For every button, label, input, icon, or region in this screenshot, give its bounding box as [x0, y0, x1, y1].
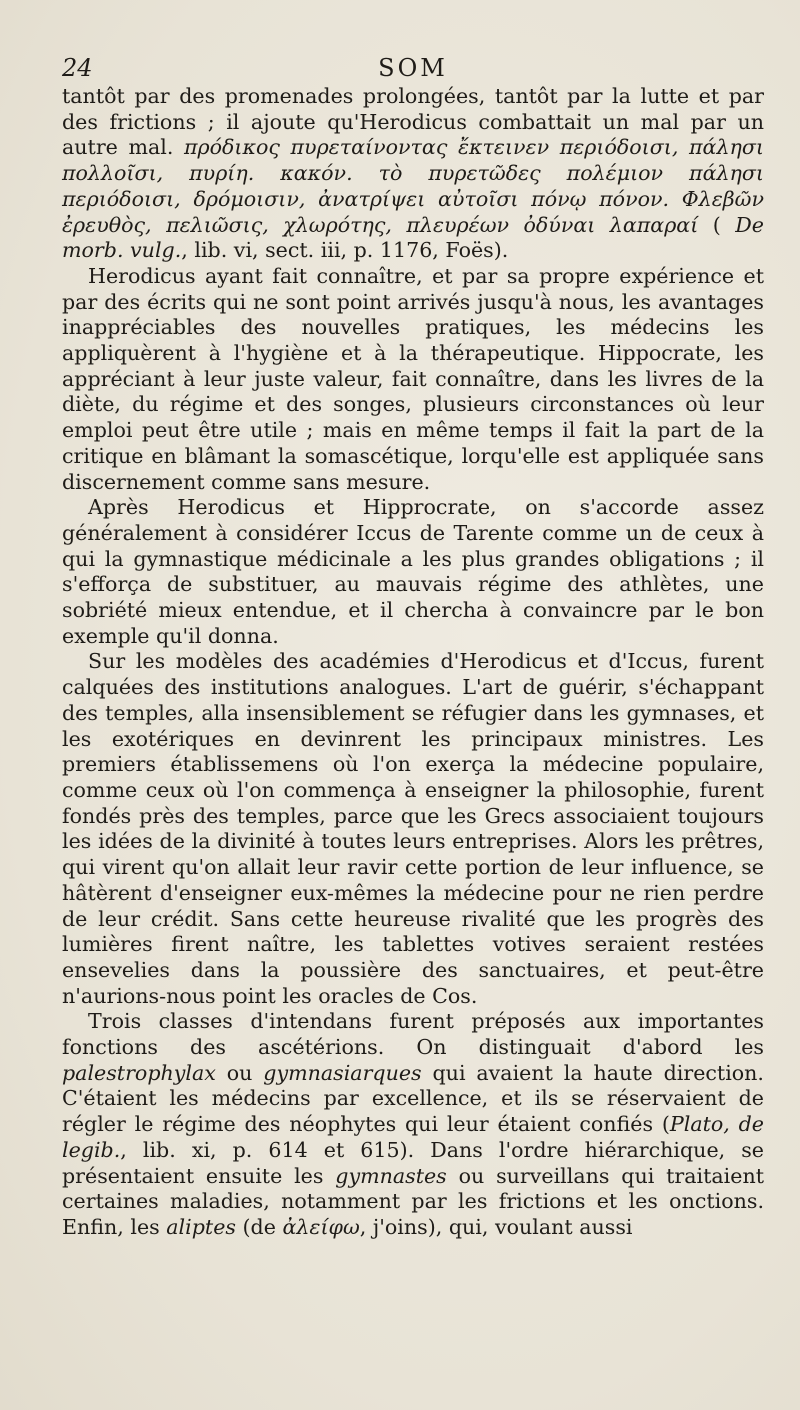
italic-text: ἀλείφω	[282, 1214, 360, 1239]
text-run: Herodicus ayant fait connaître, et par sa propre expérience et par des écrits qui ne sont point arrivés jusqu'à nous, les avantages inappréciables des nouvelles pratiques, les médecins les appliquèrent à l'hygiène et à la thérapeutique. Hippocrate, les appréciant à leur juste valeur, fait connaître, dans les livres de la diète, du régime et des songes, plusieurs circonstances où leur emploi peut être utile ; mais en même temps il fait la part de la critique en blâmant la somascétique, lorqu'elle est appliquée sans discernement comme sans mesure.	[62, 263, 764, 494]
italic-text: gymnasiarques	[263, 1060, 422, 1085]
page-header	[62, 48, 764, 84]
text-run: Après Herodicus et Hipprocrate, on s'accorde assez généralement à considérer Iccus de Tarente comme un de ceux à qui la gymnastique médicinale a les plus grandes obligations ; il s'efforça de substituer, au mauvais régime des athlètes, une sobriété mieux entendue, et il chercha à convaincre par le bon exemple qu'il donna.	[62, 495, 764, 648]
body-text	[62, 84, 764, 1241]
italic-text: gymnastes	[335, 1163, 447, 1188]
running-head: SOM	[378, 54, 448, 82]
text-run: tantôt par des promenades prolongées, tantôt par la lutte et par des frictions ; il ajoute qu'Herodicus combattait un mal par un autre mal.	[62, 84, 764, 160]
italic-text: palestrophylax	[62, 1060, 216, 1085]
text-run: (	[698, 212, 736, 237]
paragraph	[62, 649, 764, 1009]
text-run: Trois classes d'intendans furent préposés aux importantes fonctions des ascétérions. On distinguait d'abord les	[62, 1009, 764, 1060]
page-number: 24	[62, 54, 93, 82]
italic-text: De morb. vulg.	[62, 212, 764, 263]
paragraph	[62, 84, 764, 264]
text-run: Sur les modèles des académies d'Herodicus et d'Iccus, furent calquées des institutions analogues. L'art de guérir, s'échappant des temples, alla insensiblement se réfugier dans les gymnases, et les exotériques en devinrent les principaux ministres. Les premiers établissemens où l'on exerça la médecine populaire, comme ceux où l'on commença à enseigner la philosophie, furent fondés près des temples, parce que les Grecs associaient toujours les idées de la divinité à toutes leurs entreprises. Alors les prêtres, qui virent qu'on allait leur ravir cette portion de leur influence, se hâtèrent d'enseigner eux-mêmes la médecine pour ne rien perdre de leur crédit. Sans cette heureuse rivalité que les progrès des lumières firent naître, les tablettes votives seraient restées ensevelies dans la poussière des sanctuaires, et peut-être n'aurions-nous point les oracles de Cos.	[62, 649, 764, 1008]
text-run: , lib. vi, sect. iii, p. 1176, Foës).	[181, 238, 509, 263]
italic-text: πρόδικος πυρεταίνοντας ἔκτεινεν περιόδοισι, πάλησι πολλοῖσι, πυρίη. κακόν. τὸ πυρετῶδες πολέμιον πάλησι περιόδοισι, δρόμοισιν, ἀνατρίψει αὐτοῖσι πόνῳ πόνον. Φλεβῶν ἐρευθὸς, πελιῶσις, χλωρότης, πλευρέων ὀδύναι λαπαραί	[62, 135, 764, 237]
text-run: ou	[215, 1060, 264, 1085]
text-run: qui avaient la haute direction. C'étaient les médecins par excellence, et ils se réservaient de régler le régime des néophytes qui leur étaient confiés (	[62, 1060, 764, 1137]
paragraph	[62, 495, 764, 649]
italic-text: aliptes	[166, 1214, 236, 1239]
italic-text: Plato, de legib.	[62, 1112, 764, 1162]
paragraph	[62, 264, 764, 495]
text-run: ou surveillans qui traitaient certaines maladies, notamment par les frictions et les onctions. Enfin, les	[62, 1163, 764, 1239]
text-run: , j'oins), qui, voulant aussi	[359, 1214, 633, 1239]
text-run: , lib. xi, p. 614 et 615). Dans l'ordre hiérarchique, se présentaient ensuite les	[62, 1137, 764, 1188]
paragraph	[62, 1009, 764, 1240]
text-run: (de	[235, 1214, 283, 1239]
